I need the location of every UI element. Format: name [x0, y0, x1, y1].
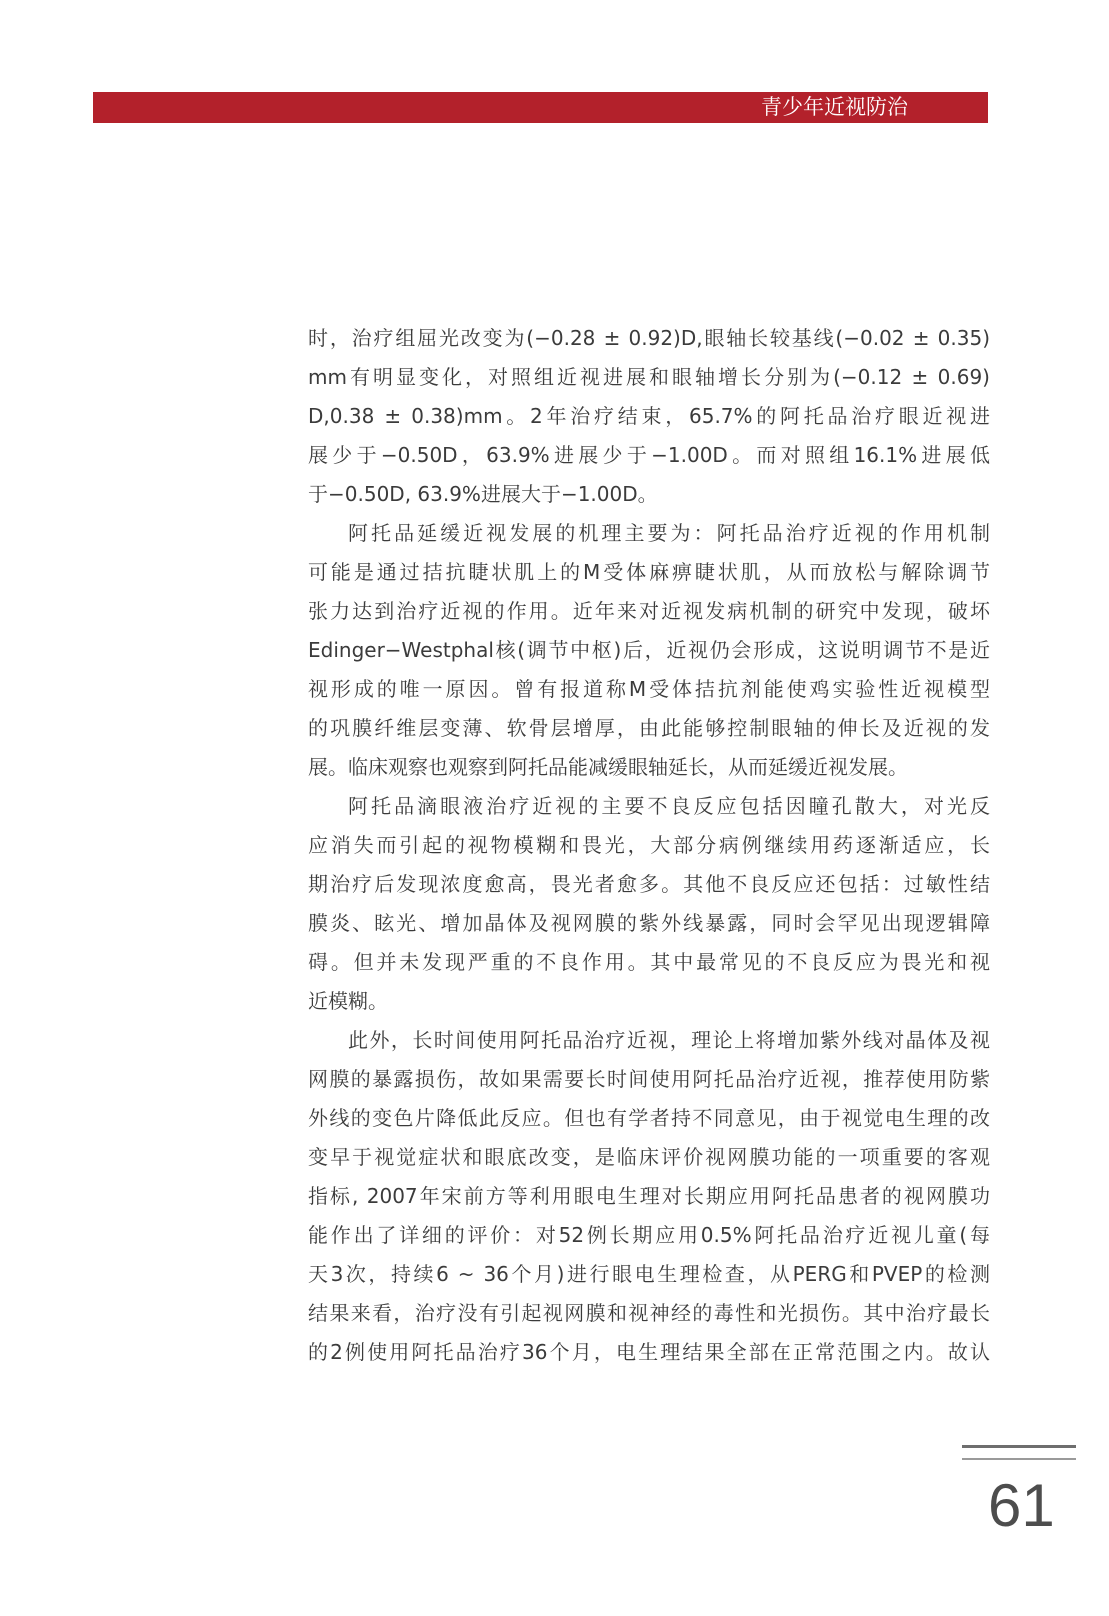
section-title: 青少年近视防治 [761, 95, 908, 119]
text-line: 变早于视觉症状和眼底改变，是临床评价视网膜功能的一项重要的客观 [308, 1145, 990, 1169]
footer-rule-thick [962, 1445, 1076, 1448]
text-line: 外线的变色片降低此反应。但也有学者持不同意见，由于视觉电生理的改 [308, 1106, 990, 1130]
text-line: 阿托品滴眼液治疗近视的主要不良反应包括因瞳孔散大，对光反 [348, 794, 990, 818]
text-line: 可能是通过拮抗睫状肌上的M受体麻痹睫状肌，从而放松与解除调节 [308, 560, 990, 584]
text-line: 膜炎、眩光、增加晶体及视网膜的紫外线暴露，同时会罕见出现逻辑障 [308, 911, 990, 935]
footer-rule-thin [962, 1458, 1076, 1460]
text-line: 天3次，持续6 ~ 36个月)进行眼电生理检查，从PERG和PVEP的检测 [308, 1262, 990, 1286]
text-line: 结果来看，治疗没有引起视网膜和视神经的毒性和光损伤。其中治疗最长 [308, 1301, 990, 1325]
text-line: 网膜的暴露损伤，故如果需要长时间使用阿托品治疗近视，推荐使用防紫 [308, 1067, 990, 1091]
article-body [308, 319, 990, 1372]
page-number: 61 [988, 1472, 1055, 1539]
section-header-bar [93, 92, 988, 123]
text-line: 期治疗后发现浓度愈高，畏光者愈多。其他不良反应还包括：过敏性结 [308, 872, 990, 896]
text-line: 视形成的唯一原因。曾有报道称M受体拮抗剂能使鸡实验性近视模型 [308, 677, 990, 701]
text-line: 近模糊。 [308, 989, 388, 1013]
text-line: 时，治疗组屈光改变为(−0.28 ± 0.92)D,眼轴长较基线(−0.02 ± 0.35) [308, 326, 990, 350]
text-line: mm有明显变化，对照组近视进展和眼轴增长分别为(−0.12 ± 0.69) [308, 365, 990, 389]
text-line: 张力达到治疗近视的作用。近年来对近视发病机制的研究中发现，破坏 [308, 599, 990, 623]
text-line: 此外，长时间使用阿托品治疗近视，理论上将增加紫外线对晶体及视 [348, 1028, 990, 1052]
text-line: 指标, 2007年宋前方等利用眼电生理对长期应用阿托品患者的视网膜功 [308, 1184, 990, 1208]
text-line: 能作出了详细的评价：对52例长期应用0.5%阿托品治疗近视儿童(每 [308, 1223, 990, 1247]
text-line: 的2例使用阿托品治疗36个月，电生理结果全部在正常范围之内。故认 [308, 1340, 990, 1364]
text-line: 碍。但并未发现严重的不良作用。其中最常见的不良反应为畏光和视 [308, 950, 990, 974]
text-line: Edinger−Westphal核(调节中枢)后，近视仍会形成，这说明调节不是近 [308, 638, 990, 662]
paragraph [308, 1021, 990, 1372]
text-line: 应消失而引起的视物模糊和畏光，大部分病例继续用药逐渐适应，长 [308, 833, 990, 857]
text-line: 展少于−0.50D，63.9%进展少于−1.00D。而对照组16.1%进展低 [308, 443, 990, 467]
text-line: 展。临床观察也观察到阿托品能减缓眼轴延长，从而延缓近视发展。 [308, 755, 908, 779]
paragraph [308, 319, 990, 514]
paragraph [308, 787, 990, 1021]
paragraph [308, 514, 990, 787]
text-line: D,0.38 ± 0.38)mm。2年治疗结束，65.7%的阿托品治疗眼近视进 [308, 404, 990, 428]
text-line: 阿托品延缓近视发展的机理主要为：阿托品治疗近视的作用机制 [348, 521, 990, 545]
text-line: 于−0.50D, 63.9%进展大于−1.00D。 [308, 482, 658, 506]
text-line: 的巩膜纤维层变薄、软骨层增厚，由此能够控制眼轴的伸长及近视的发 [308, 716, 990, 740]
